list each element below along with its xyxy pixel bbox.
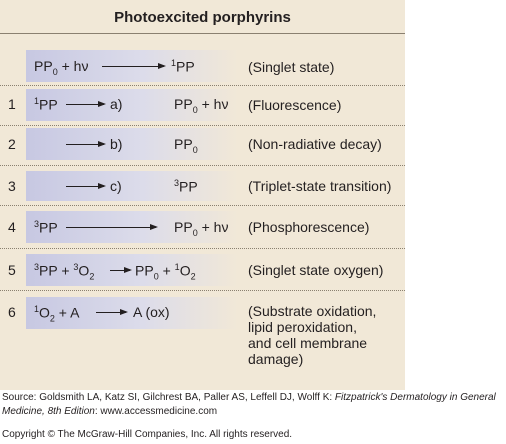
row-singlet-state (0, 50, 405, 82)
row-number: 4 (8, 219, 16, 235)
product: $PP_0 + h\nu$ (174, 96, 229, 115)
row-singlet-state-oxygen (0, 254, 405, 286)
row-fluorescence (0, 89, 405, 121)
reactant: $^1$PP (34, 96, 58, 113)
row-divider (0, 205, 405, 206)
step-label: c) (110, 178, 122, 194)
row-bar (26, 128, 238, 160)
row-divider (0, 165, 405, 166)
row-phosphorescence (0, 211, 405, 243)
row-description: (Triplet-state transition) (248, 178, 392, 194)
arrow-icon (66, 186, 104, 187)
product: $PP_0$ (174, 136, 198, 155)
row-divider (0, 125, 405, 126)
row-number: 2 (8, 136, 16, 152)
row-non-radiative-decay (0, 128, 405, 160)
step-label: b) (110, 136, 123, 152)
row-description: (Singlet state) (248, 59, 335, 75)
source-authors: Source: Goldsmith LA, Katz SI, Gilchrest BA, Paller AS, Leffell DJ, Wolff K: (2, 392, 335, 403)
source-citation (2, 391, 506, 419)
reactant: $^3PP + ^3O_2$ (34, 262, 95, 282)
row-description: (Singlet state oxygen) (248, 262, 384, 278)
row-description (248, 303, 376, 367)
row-divider (0, 248, 405, 249)
product: $PP_0 + ^1O_2$ (135, 262, 196, 282)
arrow-icon (66, 144, 104, 145)
step-label: a) (110, 96, 123, 112)
reactant: $^3$PP (34, 219, 58, 236)
arrow-icon (66, 104, 104, 105)
description-line: (Substrate oxidation, (248, 303, 377, 319)
row-number: 6 (8, 304, 16, 320)
diagram-title: Photoexcited porphyrins (114, 9, 291, 26)
description-line: damage) (248, 351, 304, 367)
row-divider (0, 290, 405, 291)
row-number: 3 (8, 178, 16, 194)
copyright-notice: Copyright © The McGraw-Hill Companies, Inc. All rights reserved. (2, 429, 293, 440)
source-site: : www.accessmedicine.com (94, 406, 218, 417)
reactant: $PP_0 + h\nu$ (34, 58, 89, 77)
title-divider (0, 33, 405, 34)
arrow-icon (66, 227, 156, 228)
product: $^1$PP (171, 58, 195, 75)
arrow-icon (110, 270, 130, 271)
row-substrate-oxidation (0, 297, 405, 367)
product: $PP_0 + h\nu$ (174, 219, 229, 238)
reactant: $^1O_2 + A$ (34, 304, 80, 324)
row-description: (Non-radiative decay) (248, 136, 382, 152)
row-number: 5 (8, 262, 16, 278)
row-number: 1 (8, 96, 16, 112)
product: $^3$PP (174, 178, 198, 195)
arrow-icon (102, 66, 164, 67)
row-description: (Fluorescence) (248, 97, 342, 113)
row-triplet-state-transition (0, 171, 405, 201)
row-description: (Phosphorescence) (248, 219, 370, 235)
row-bar (26, 171, 238, 201)
product: A (ox) (133, 304, 170, 320)
description-line: lipid peroxidation, (248, 319, 357, 335)
row-divider (0, 85, 405, 86)
arrow-icon (96, 312, 126, 313)
source-book-title: Fitzpatrick's Dermatology in General Medicine, 8th Edition (2, 392, 496, 417)
description-line: and cell membrane (248, 335, 368, 351)
